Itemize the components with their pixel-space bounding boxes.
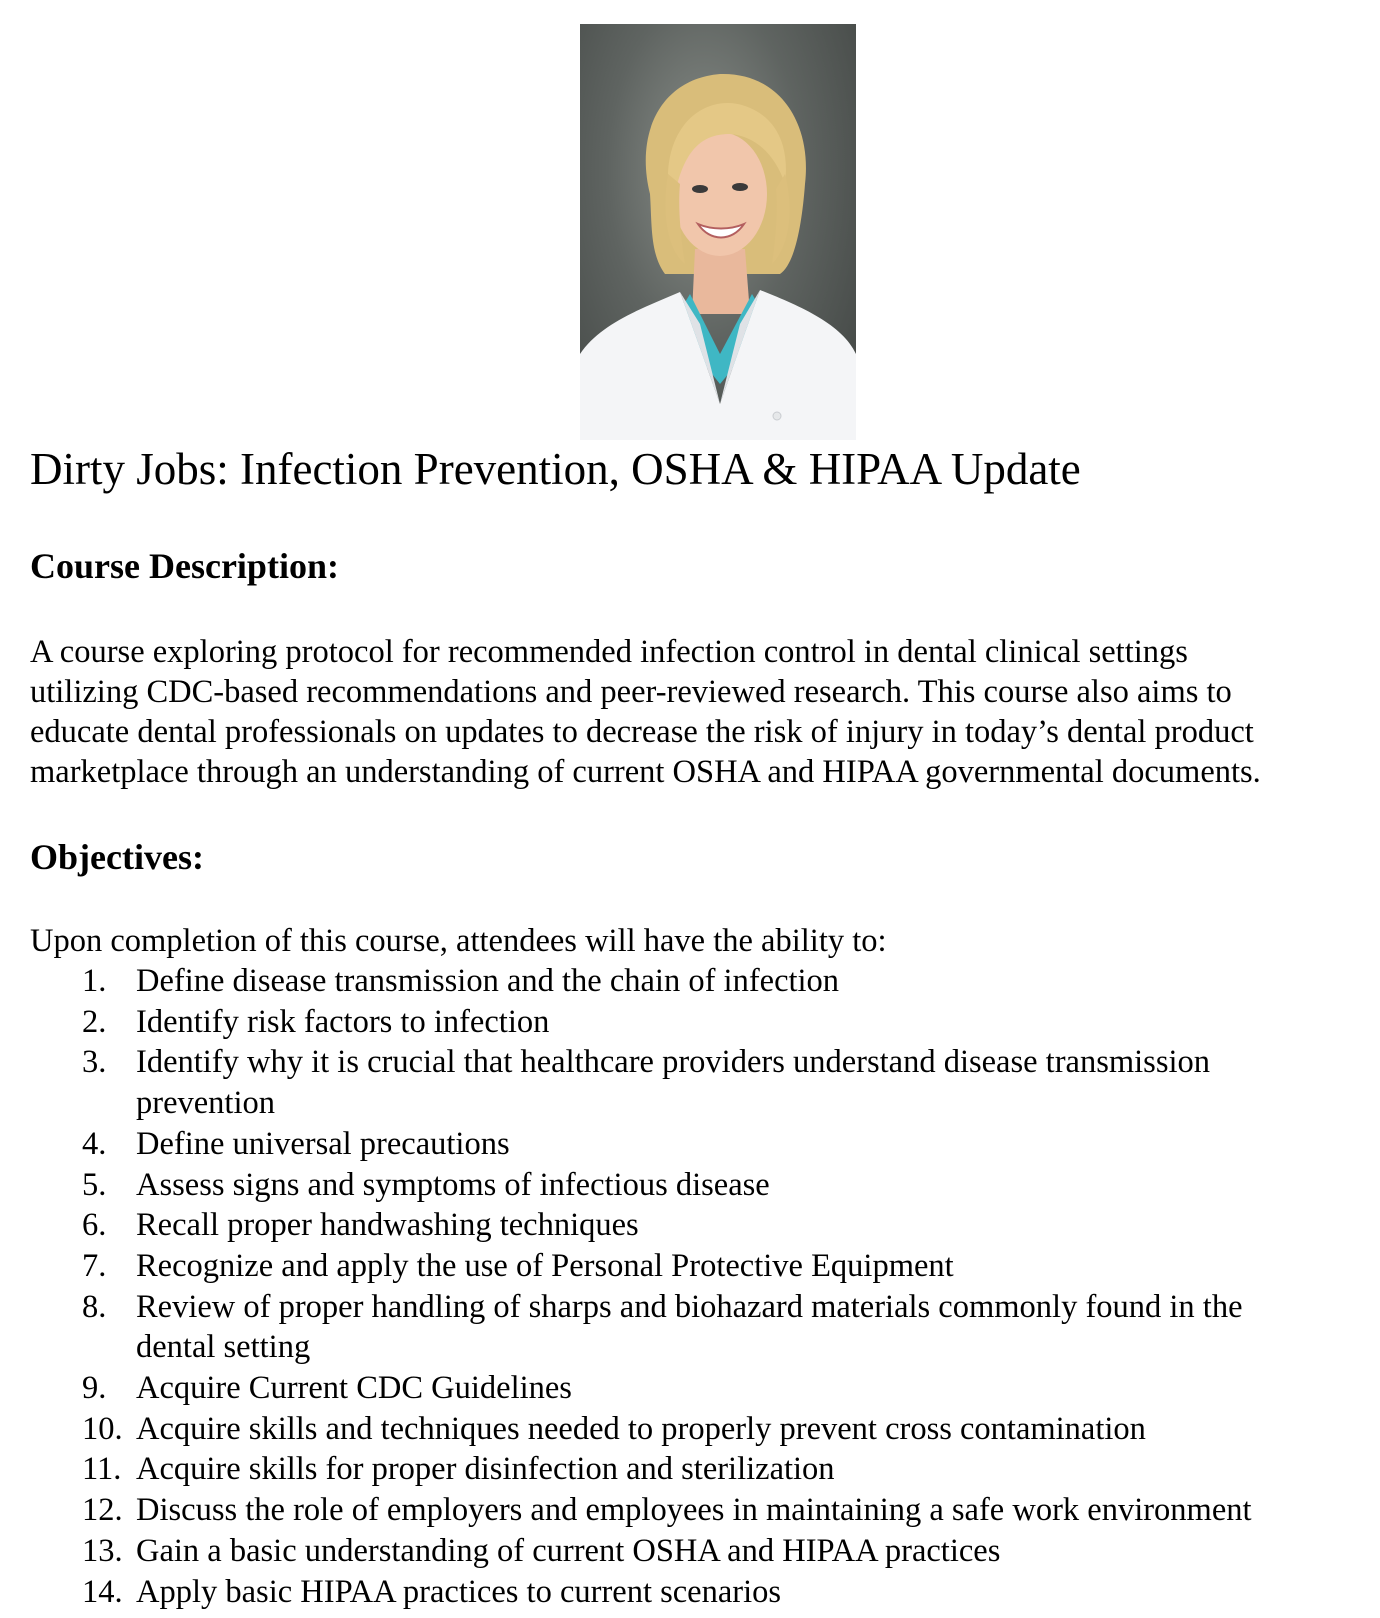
objective-text	[136, 1449, 1380, 1490]
objective-item	[0, 1531, 1380, 1572]
objectives-list	[0, 961, 1380, 1612]
objective-text-line: Gain a basic understanding of current OSHA and HIPAA practices	[136, 1532, 1001, 1569]
description-line: marketplace through an understanding of current OSHA and HIPAA governmental documents.	[30, 754, 1261, 790]
objective-text-line: Recall proper handwashing techniques	[136, 1207, 639, 1244]
objective-text-line: Review of proper handling of sharps and biohazard materials commonly found in the	[136, 1288, 1243, 1325]
description-line: utilizing CDC-based recommendations and peer-reviewed research. This course also aims to	[30, 674, 1232, 710]
objective-text-line: Define universal precautions	[136, 1125, 510, 1162]
objective-number: 8.	[82, 1288, 107, 1325]
course-description-heading: Course Description:	[30, 546, 339, 586]
description-line: A course exploring protocol for recommended infection control in dental clinical settings	[30, 634, 1188, 670]
objective-text-line: Recognize and apply the use of Personal Protective Equipment	[136, 1247, 954, 1284]
objective-text	[136, 1246, 1380, 1287]
objective-text-line: Assess signs and symptoms of infectious disease	[136, 1166, 770, 1203]
objective-item	[0, 1165, 1380, 1206]
objective-text	[136, 1205, 1380, 1246]
objective-number: 10.	[82, 1410, 123, 1447]
objective-number: 7.	[82, 1247, 107, 1284]
objective-item	[0, 1042, 1380, 1123]
objective-item	[0, 1572, 1380, 1613]
objective-item	[0, 1449, 1380, 1490]
objective-number: 6.	[82, 1207, 107, 1244]
objective-text-line: Apply basic HIPAA practices to current scenarios	[136, 1573, 782, 1610]
objective-item	[0, 1246, 1380, 1287]
objective-number: 3.	[82, 1044, 107, 1081]
objective-number: 12.	[82, 1492, 123, 1529]
objective-text	[136, 1287, 1380, 1368]
objective-item	[0, 1287, 1380, 1368]
objective-text	[136, 1042, 1380, 1123]
objectives-heading: Objectives:	[30, 837, 204, 877]
objective-number: 14.	[82, 1573, 123, 1610]
objective-number: 2.	[82, 1003, 107, 1040]
course-title: Dirty Jobs: Infection Prevention, OSHA & HIPAA Update	[30, 444, 1081, 494]
objective-number: 5.	[82, 1166, 107, 1203]
objective-text-line: Discuss the role of employers and employees in maintaining a safe work environment	[136, 1492, 1252, 1529]
objective-text	[136, 1409, 1380, 1450]
objective-text	[136, 1002, 1380, 1043]
objective-text-line: Identify risk factors to infection	[136, 1003, 550, 1040]
objective-text	[136, 961, 1380, 1002]
objective-item	[0, 1124, 1380, 1165]
presenter-photo	[580, 24, 856, 440]
objective-item	[0, 1490, 1380, 1531]
objective-text-line: Identify why it is crucial that healthcare providers understand disease transmission	[136, 1044, 1210, 1081]
objective-number: 9.	[82, 1370, 107, 1407]
course-description-text	[30, 632, 1375, 792]
objective-text	[136, 1572, 1380, 1613]
objective-item	[0, 1368, 1380, 1409]
objective-text-line: Acquire skills for proper disinfection and sterilization	[136, 1451, 835, 1488]
objective-text	[136, 1124, 1380, 1165]
objective-text-line: Define disease transmission and the chain of infection	[136, 963, 840, 999]
objective-text	[136, 1165, 1380, 1206]
objective-number: 1.	[82, 963, 107, 999]
objective-number: 11.	[82, 1451, 122, 1488]
objective-item	[0, 1409, 1380, 1450]
objective-text-line: dental setting	[136, 1329, 311, 1366]
objective-text	[136, 1368, 1380, 1409]
objective-number: 13.	[82, 1532, 123, 1569]
objective-item	[0, 961, 1380, 1002]
objective-item	[0, 1205, 1380, 1246]
objective-text-line: Acquire Current CDC Guidelines	[136, 1370, 572, 1407]
objective-number: 4.	[82, 1125, 107, 1162]
objective-item	[0, 1002, 1380, 1043]
description-line: educate dental professionals on updates to decrease the risk of injury in today’s dental product	[30, 714, 1254, 750]
objective-text	[136, 1531, 1380, 1572]
objective-text-line: Acquire skills and techniques needed to properly prevent cross contamination	[136, 1410, 1146, 1447]
objectives-intro: Upon completion of this course, attendees will have the ability to:	[30, 923, 887, 959]
objective-text-line: prevention	[136, 1085, 275, 1122]
objective-text	[136, 1490, 1380, 1531]
